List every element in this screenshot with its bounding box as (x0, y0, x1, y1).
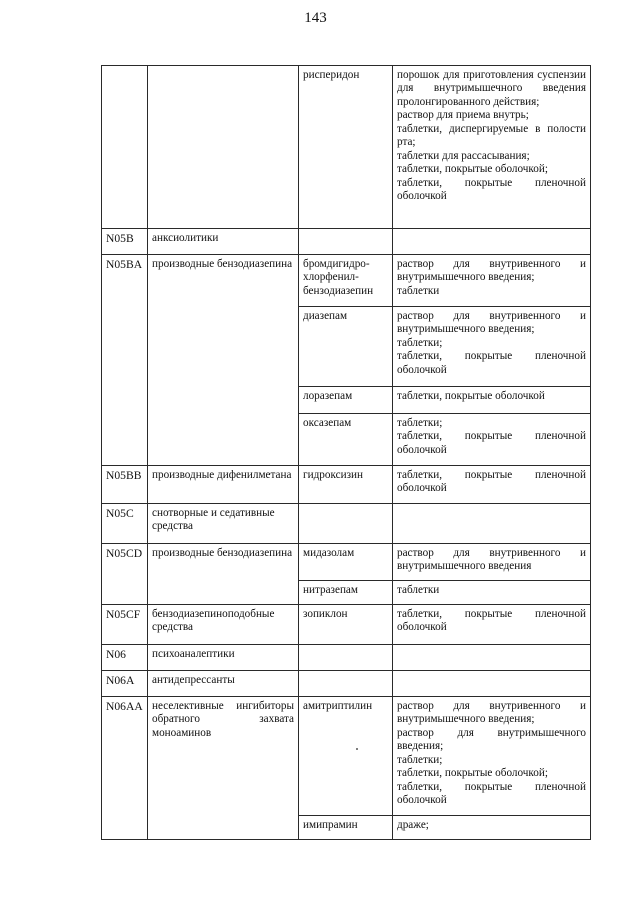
dosage-forms-cell (393, 544, 591, 581)
dosage-form-item: таблетки; (397, 753, 443, 766)
table-row (102, 229, 591, 255)
table-row (102, 671, 591, 697)
dosage-form-item: таблетки; (397, 336, 443, 349)
drug-name-cell: зопиклон (299, 605, 393, 645)
table-row (102, 544, 591, 581)
drug-name-cell: амитриптилин (299, 697, 393, 816)
dosage-forms-cell (393, 697, 591, 816)
drug-name-cell: рисперидон (299, 66, 393, 229)
dosage-form-item: таблетки, покрытые пленочной оболочкой (397, 176, 586, 202)
atc-code-cell: N05C (102, 504, 148, 544)
group-name-cell: психоаналептики (148, 645, 299, 671)
dosage-form-item: таблетки, покрытые пленочной оболочкой (397, 430, 586, 456)
drug-table (101, 65, 591, 840)
table-row (102, 504, 591, 544)
dosage-forms-cell (393, 671, 591, 697)
dosage-form-item: таблетки, покрытые оболочкой; (397, 163, 548, 176)
dosage-form-item: таблетки (397, 584, 440, 596)
atc-code-cell (102, 66, 148, 229)
page-number: 143 (304, 10, 327, 26)
drug-name-cell: нитразепам (299, 581, 393, 605)
group-name-cell: производные дифенилметана (148, 466, 299, 504)
dosage-forms-cell (393, 645, 591, 671)
atc-code-cell: N05CD (102, 544, 148, 605)
dosage-form-item: таблетки, покрытые пленочной оболочкой (397, 350, 586, 376)
dosage-form-item: таблетки, покрытые пленочной оболочкой (397, 780, 586, 807)
group-name-cell: снотворные и седативные средства (148, 504, 299, 544)
drug-name-cell: диазепам (299, 307, 393, 387)
drug-name-cell: имипрамин (299, 816, 393, 840)
dosage-forms-cell (393, 816, 591, 840)
atc-code-cell: N06A (102, 671, 148, 697)
dosage-form-item: таблетки, покрытые оболочкой; (397, 767, 548, 780)
dosage-form-item: таблетки для рассасывания; (397, 149, 530, 162)
dosage-forms-cell (393, 605, 591, 645)
drug-name-cell (299, 229, 393, 255)
table-row (102, 697, 591, 816)
dosage-forms-cell (393, 466, 591, 504)
table-row (102, 66, 591, 229)
group-name-cell (148, 697, 299, 840)
dosage-form-item: таблетки (397, 284, 440, 297)
dosage-form-item: таблетки, покрытые пленочной оболочкой (397, 608, 586, 634)
dosage-form-item: раствор для внутримышечного введения; (397, 726, 586, 753)
dosage-forms-cell (393, 307, 591, 387)
dosage-form-item: драже; (397, 819, 429, 831)
atc-code-cell: N05CF (102, 605, 148, 645)
atc-code-cell: N06AA (102, 697, 148, 840)
drug-name-cell: гидроксизин (299, 466, 393, 504)
table-row (102, 645, 591, 671)
group-name-cell: анксиолитики (148, 229, 299, 255)
dosage-form-item: раствор для внутривенного и внутримышечного введения (397, 547, 586, 573)
atc-code-cell: N05BA (102, 255, 148, 466)
dosage-form-item: таблетки, покрытые пленочной оболочкой (397, 469, 586, 495)
drug-name-cell: оксазепам (299, 414, 393, 466)
drug-name-cell: мидазолам (299, 544, 393, 581)
group-name-cell: антидепрессанты (148, 671, 299, 697)
atc-code-cell: N05B (102, 229, 148, 255)
group-name-text: неселективные ингибиторы обратного захвата моноаминов (152, 700, 294, 739)
dosage-forms-cell (393, 255, 591, 307)
table-row (102, 605, 591, 645)
dosage-form-item: таблетки; (397, 417, 443, 429)
dosage-form-item: раствор для внутривенного и внутримышечного введения; (397, 310, 586, 336)
drug-name-cell: лоразепам (299, 387, 393, 414)
drug-name-cell (299, 671, 393, 697)
table-row (102, 255, 591, 307)
drug-name-cell (299, 504, 393, 544)
dosage-form-item: таблетки, диспергируемые в полости рта; (397, 122, 586, 149)
dosage-form-item: раствор для внутривенного и внутримышечного введения; (397, 700, 586, 726)
atc-code-cell: N06 (102, 645, 148, 671)
dosage-forms-cell (393, 414, 591, 466)
atc-code-cell: N05BB (102, 466, 148, 504)
group-name-cell: производные бензодиазепина (148, 255, 299, 466)
dosage-forms-cell (393, 66, 591, 229)
dosage-forms-cell (393, 387, 591, 414)
dosage-forms-cell (393, 229, 591, 255)
dosage-form-item: раствор для приема внутрь; (397, 109, 529, 122)
dosage-form-item: порошок для приготовления суспензии для внутримышечного введения пролонгированного действия; (397, 69, 586, 108)
dosage-forms-cell (393, 504, 591, 544)
group-name-cell: производные бензодиазепина (148, 544, 299, 605)
drug-name-cell: бромдигидро-хлорфенил-бензодиазепин (299, 255, 393, 307)
dosage-form-item: таблетки, покрытые оболочкой (397, 390, 545, 402)
group-name-cell: бензодиазепиноподобные средства (148, 605, 299, 645)
dosage-form-item: раствор для внутривенного и внутримышечного введения; (397, 258, 586, 284)
table-row (102, 466, 591, 504)
dosage-forms-cell (393, 581, 591, 605)
scan-speck (356, 748, 358, 750)
group-name-cell (148, 66, 299, 229)
drug-name-cell (299, 645, 393, 671)
